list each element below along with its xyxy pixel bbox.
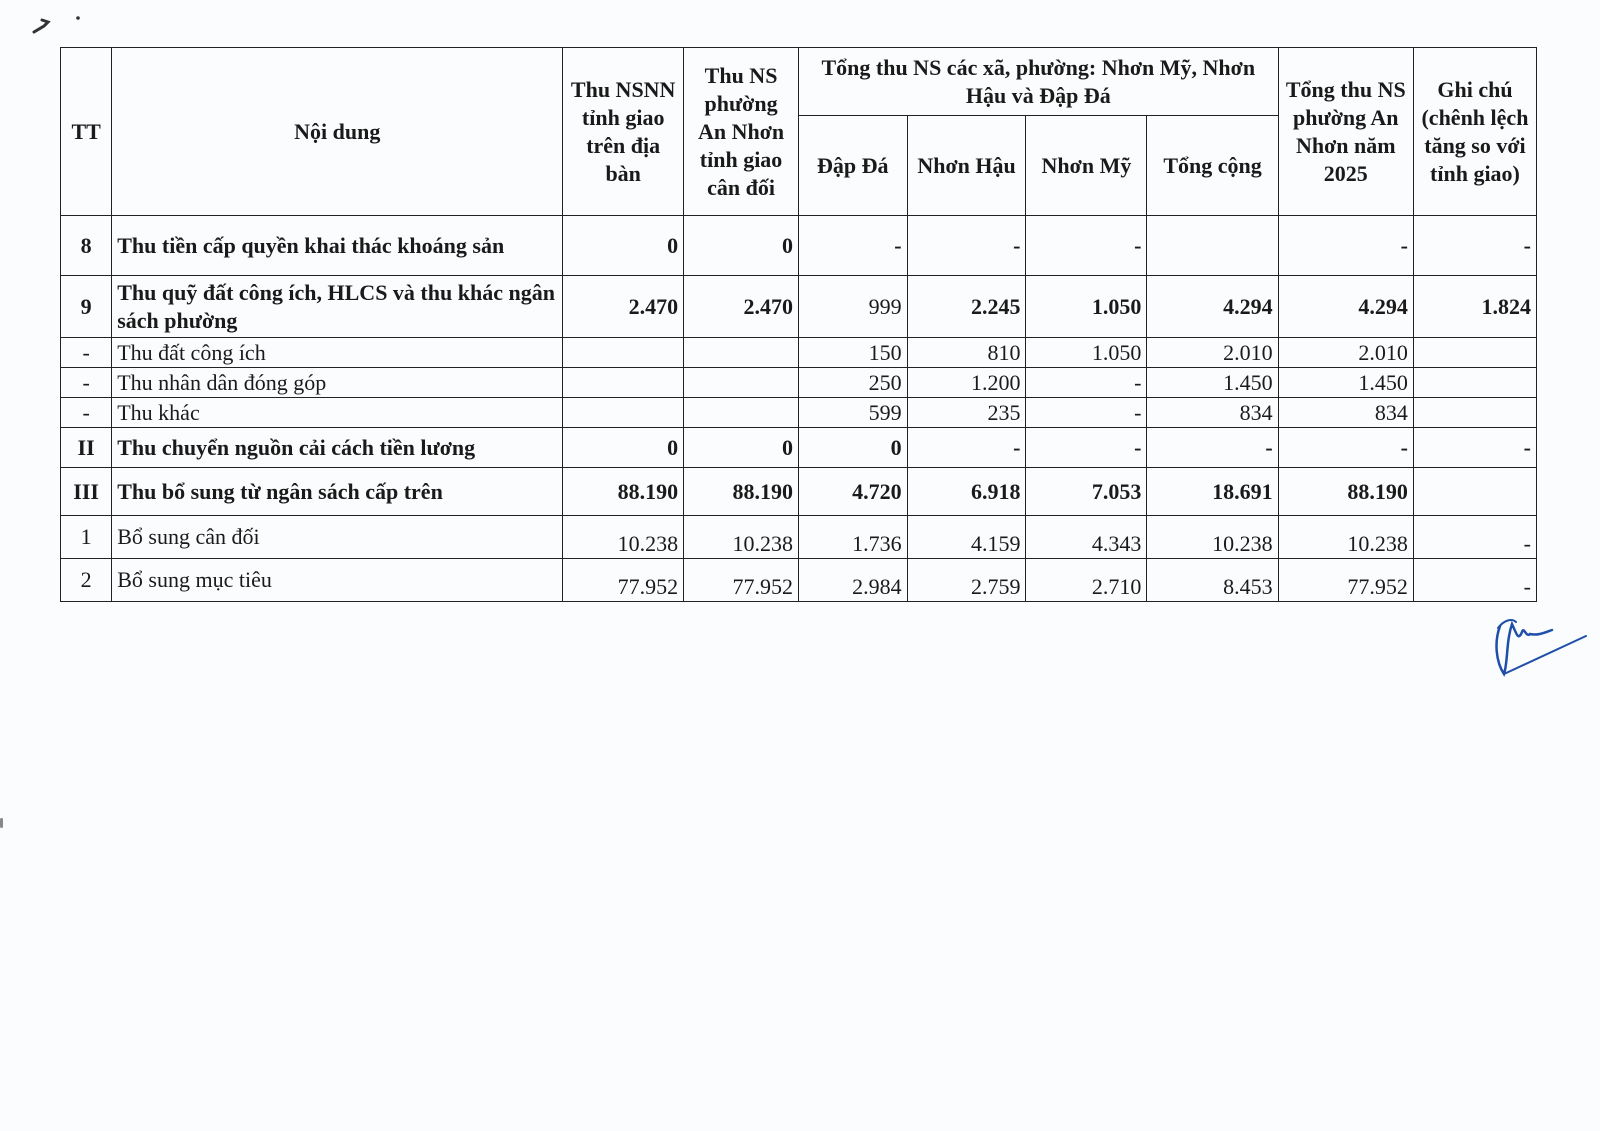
cell-thu-ns-phuong	[684, 368, 799, 398]
cell-ghi-chu: -	[1413, 216, 1536, 276]
scan-artifact-mark	[30, 10, 90, 40]
cell-dap-da: -	[798, 216, 907, 276]
cell-dap-da: 150	[798, 338, 907, 368]
scan-speck	[0, 818, 3, 828]
cell-dap-da: 250	[798, 368, 907, 398]
cell-tong-cong: 4.294	[1147, 276, 1278, 338]
cell-thu-ns-phuong: 77.952	[684, 559, 799, 602]
cell-nhon-hau: 2.759	[907, 559, 1026, 602]
cell-thu-ns-phuong: 2.470	[684, 276, 799, 338]
cell-ghi-chu	[1413, 368, 1536, 398]
header-thu-ns-phuong: Thu NS phường An Nhơn tỉnh giao cân đối	[684, 48, 799, 216]
signature-mark	[1490, 612, 1590, 678]
cell-nhon-my: 2.710	[1026, 559, 1147, 602]
cell-content: Thu nhân dân đóng góp	[112, 368, 563, 398]
cell-dap-da: 999	[798, 276, 907, 338]
cell-dap-da: 0	[798, 428, 907, 468]
cell-tt: III	[61, 468, 112, 516]
cell-content: Thu bổ sung từ ngân sách cấp trên	[112, 468, 563, 516]
cell-tt: 2	[61, 559, 112, 602]
header-nhon-my: Nhơn Mỹ	[1026, 116, 1147, 216]
cell-nhon-hau: 6.918	[907, 468, 1026, 516]
header-ghi-chu: Ghi chú (chênh lệch tăng so với tỉnh giao)	[1413, 48, 1536, 216]
cell-thu-nsnn: 10.238	[563, 516, 684, 559]
cell-content: Thu quỹ đất công ích, HLCS và thu khác ngân sách phường	[112, 276, 563, 338]
cell-nhon-hau: 4.159	[907, 516, 1026, 559]
cell-ghi-chu: -	[1413, 559, 1536, 602]
cell-tong-cong: 834	[1147, 398, 1278, 428]
cell-nhon-hau: 810	[907, 338, 1026, 368]
cell-content: Bổ sung cân đối	[112, 516, 563, 559]
cell-thu-nsnn: 77.952	[563, 559, 684, 602]
cell-nhon-hau: -	[907, 216, 1026, 276]
cell-thu-nsnn: 88.190	[563, 468, 684, 516]
cell-tong-thu-2025: -	[1278, 428, 1413, 468]
cell-thu-nsnn	[563, 368, 684, 398]
cell-nhon-hau: 235	[907, 398, 1026, 428]
table-row	[61, 398, 1537, 428]
cell-tong-cong: 10.238	[1147, 516, 1278, 559]
cell-thu-nsnn: 0	[563, 216, 684, 276]
cell-nhon-my: -	[1026, 216, 1147, 276]
table-row	[61, 516, 1537, 559]
cell-nhon-hau: 2.245	[907, 276, 1026, 338]
cell-tt: 8	[61, 216, 112, 276]
cell-tong-thu-2025: 77.952	[1278, 559, 1413, 602]
cell-dap-da: 599	[798, 398, 907, 428]
cell-content: Thu chuyển nguồn cải cách tiền lương	[112, 428, 563, 468]
cell-ghi-chu	[1413, 398, 1536, 428]
cell-tt: 9	[61, 276, 112, 338]
header-content: Nội dung	[112, 48, 563, 216]
cell-tong-cong: 2.010	[1147, 338, 1278, 368]
cell-tong-thu-2025: 2.010	[1278, 338, 1413, 368]
cell-content: Thu tiền cấp quyền khai thác khoáng sản	[112, 216, 563, 276]
cell-tt: II	[61, 428, 112, 468]
cell-thu-nsnn	[563, 398, 684, 428]
cell-ghi-chu	[1413, 338, 1536, 368]
cell-tong-thu-2025: 1.450	[1278, 368, 1413, 398]
header-row-1	[61, 48, 1537, 116]
cell-thu-ns-phuong	[684, 398, 799, 428]
cell-content: Bổ sung mục tiêu	[112, 559, 563, 602]
cell-dap-da: 2.984	[798, 559, 907, 602]
cell-content: Thu khác	[112, 398, 563, 428]
budget-table	[60, 47, 1537, 602]
table-row	[61, 368, 1537, 398]
header-tt: TT	[61, 48, 112, 216]
cell-ghi-chu	[1413, 468, 1536, 516]
cell-thu-ns-phuong	[684, 338, 799, 368]
cell-thu-nsnn	[563, 338, 684, 368]
table-row	[61, 276, 1537, 338]
cell-nhon-my: -	[1026, 428, 1147, 468]
cell-tong-thu-2025: 834	[1278, 398, 1413, 428]
cell-nhon-my: 1.050	[1026, 338, 1147, 368]
cell-dap-da: 4.720	[798, 468, 907, 516]
cell-thu-ns-phuong: 0	[684, 428, 799, 468]
table-row	[61, 338, 1537, 368]
cell-nhon-hau: -	[907, 428, 1026, 468]
cell-nhon-my: 7.053	[1026, 468, 1147, 516]
cell-thu-nsnn: 0	[563, 428, 684, 468]
cell-tong-cong: -	[1147, 428, 1278, 468]
cell-nhon-my: 1.050	[1026, 276, 1147, 338]
cell-thu-ns-phuong: 0	[684, 216, 799, 276]
table-row	[61, 559, 1537, 602]
header-group-communes: Tổng thu NS các xã, phường: Nhơn Mỹ, Nhơn Hậu và Đập Đá	[798, 48, 1278, 116]
table-row	[61, 428, 1537, 468]
cell-tong-cong: 8.453	[1147, 559, 1278, 602]
header-tong-thu-2025: Tổng thu NS phường An Nhơn năm 2025	[1278, 48, 1413, 216]
table-row	[61, 468, 1537, 516]
header-tong-cong: Tổng cộng	[1147, 116, 1278, 216]
cell-nhon-my: -	[1026, 398, 1147, 428]
cell-tong-thu-2025: -	[1278, 216, 1413, 276]
cell-thu-ns-phuong: 88.190	[684, 468, 799, 516]
cell-tong-cong: 1.450	[1147, 368, 1278, 398]
cell-tong-cong: 18.691	[1147, 468, 1278, 516]
cell-nhon-hau: 1.200	[907, 368, 1026, 398]
header-thu-nsnn: Thu NSNN tỉnh giao trên địa bàn	[563, 48, 684, 216]
header-nhon-hau: Nhơn Hậu	[907, 116, 1026, 216]
cell-ghi-chu: 1.824	[1413, 276, 1536, 338]
cell-tt: -	[61, 338, 112, 368]
cell-tong-thu-2025: 4.294	[1278, 276, 1413, 338]
cell-dap-da: 1.736	[798, 516, 907, 559]
cell-ghi-chu: -	[1413, 428, 1536, 468]
cell-nhon-my: 4.343	[1026, 516, 1147, 559]
cell-content: Thu đất công ích	[112, 338, 563, 368]
cell-tong-thu-2025: 10.238	[1278, 516, 1413, 559]
cell-tt: 1	[61, 516, 112, 559]
table-row	[61, 216, 1537, 276]
cell-tt: -	[61, 368, 112, 398]
cell-tt: -	[61, 398, 112, 428]
cell-thu-ns-phuong: 10.238	[684, 516, 799, 559]
cell-ghi-chu: -	[1413, 516, 1536, 559]
cell-tong-cong	[1147, 216, 1278, 276]
cell-thu-nsnn: 2.470	[563, 276, 684, 338]
header-dap-da: Đập Đá	[798, 116, 907, 216]
cell-tong-thu-2025: 88.190	[1278, 468, 1413, 516]
cell-nhon-my: -	[1026, 368, 1147, 398]
